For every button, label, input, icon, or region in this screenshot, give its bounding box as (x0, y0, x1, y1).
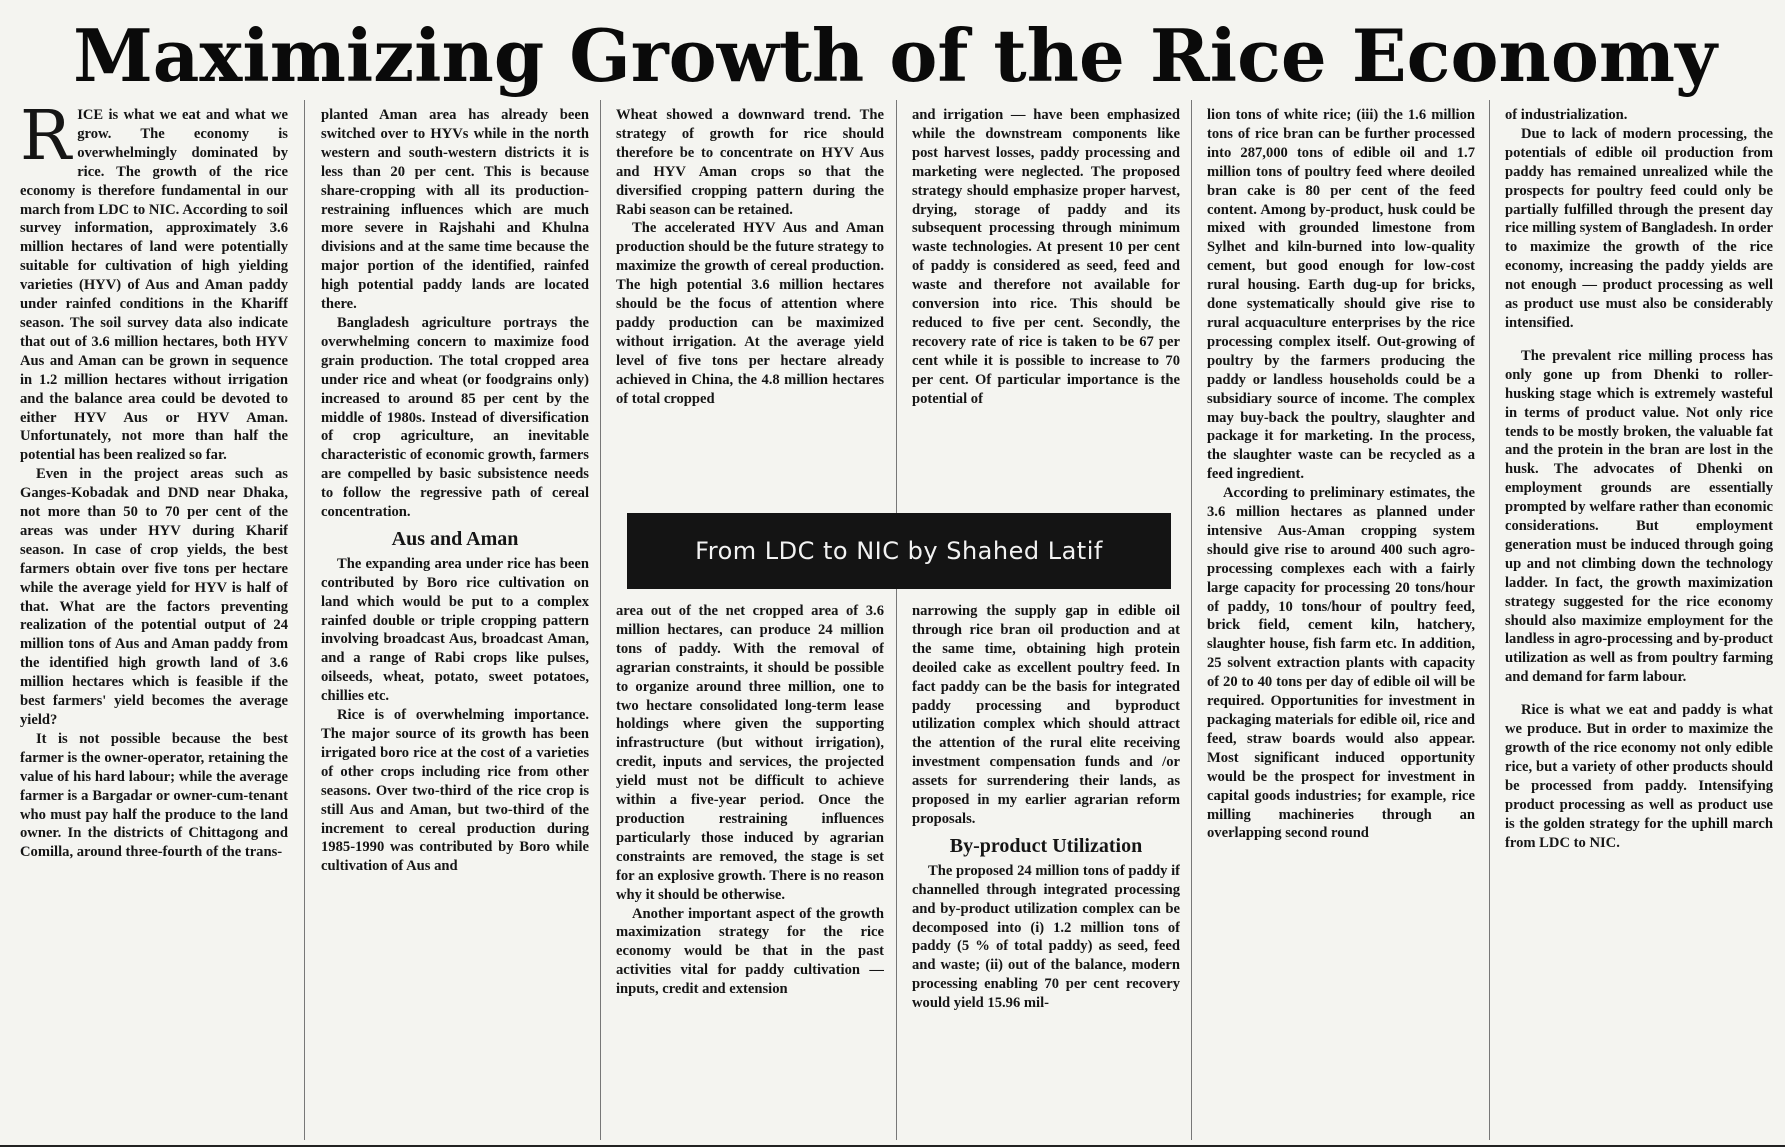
article-column-3-lower (616, 602, 884, 1140)
paragraph: narrowing the supply gap in edible oil through rice bran oil production and at the same time, obtaining high protein deoiled cake as excellent poultry feed. In fact paddy can be the basis for integrated paddy processing and byproduct utilization complex which should attract the attention of the rural elite receiving investment compensation funds and /or assets for surrendering their lands, as proposed in my earlier agrarian reform proposals. (912, 603, 1180, 827)
article-headline: Maximizing Growth of the Rice Economy (73, 13, 1717, 98)
paragraph: planted Aman area has already been switched over to HYVs while in the north western and south-western districts it is less than 20 per cent. This is because share-cropping with all its production-restraining influences which are much more severe in Rajshahi and Khulna divisions and at the same time because the major portion of the identified, rainfed high potential paddy lands are located there. (321, 107, 589, 313)
paragraph: Even in the project areas such as Ganges-Kobadak and DND near Dhaka, not more than 50 to 70 per cent of the areas was under HYV during Kharif season. In case of crop yields, the best farmers obtain over five tons per hectare while the average yield for HYV is half of that. What are the factors preventing realization of the potential output of 24 million tons of Aus and Aman paddy from the identified high growth land of 3.6 million hectares which is feasible if the best farmers' yield becomes the average yield? (20, 466, 288, 728)
section-subheading: Aus and Aman (391, 527, 519, 550)
paragraph: According to preliminary estimates, the 3.6 million hectares as planned under intensive Aus-Aman cropping system should give rise to around 400 such agro-processing complexes each with a fairly large capacity for processing 20 tons/hour of paddy, 10 tons/hour of poultry feed, brick field, cement kiln, hatchery, slaughter house, fish farm etc. In addition, 25 solvent extraction plants with capacity of 20 to 40 tons per day of edible oil will be required. Opportunities for investment in packaging materials for edible oil, rice and feed, straw boards would also appear. Most significant induced opportunity would be the prospect for investment in capital goods industries; for example, rice milling machineries through an overlapping second round (1207, 485, 1475, 842)
article-column-3-upper (616, 106, 884, 508)
paragraph: Rice is what we eat and paddy is what we produce. But in order to maximize the growth of the rice economy not only edible rice, but a variety of other products should be processed from paddy. Intensifying product processing as well as product use is the golden strategy for the uphill march from LDC to NIC. (1505, 702, 1773, 851)
paragraph: of industrialization. (1505, 107, 1628, 123)
paragraph: Due to lack of modern processing, the potentials of edible oil production from paddy has remained unrealized while the prospects for poultry feed could only be partially fulfilled through the present day rice milling system of Bangladesh. In order to maximize the growth of the rice economy, increasing the paddy yields are not enough — product processing as well as product use must also be considerably intensified. (1505, 125, 1773, 331)
article-column-2 (321, 106, 589, 1140)
drop-cap: R (20, 106, 72, 176)
paragraph: Another important aspect of the growth maximization strategy for the rice economy would be that in the past activities vital for paddy cultivation — inputs, credit and extension (616, 905, 884, 998)
paragraph: The expanding area under rice has been contributed by Boro rice cultivation on land which would be put to a complex rainfed double or triple cropping pattern involving broadcast Aus, broadcast Aman, and a range of Rabi crops like pulses, oilseeds, wheat, potato, sweet potatoes, chillies etc. (321, 555, 589, 705)
article-column-6 (1505, 106, 1773, 1140)
paragraph: area out of the net cropped area of 3.6 million hectares, can produce 24 million tons of paddy. With the removal of agrarian constraints, it should be possible to organize around three million, one to two hectare consolidated long-term lease holdings where given the supporting infrastructure (but without irrigation), credit, inputs and services, the projected yield must not be difficult to achieve within a five-year period. Once the production restraining influences particularly those induced by agrarian constraints are removed, the stage is set for an explosive growth. There is no reason why it should be otherwise. (616, 603, 884, 903)
paragraph-text: ICE is what we eat and what we grow. The economy is overwhelmingly dominated by rice. The growth of the rice economy is therefore fundamental in our march from LDC to NIC. According to soil survey information, approximately 3.6 million hectares of land were potentially suitable for cultivation of high yielding varieties (HYV) of Aus and Aman paddy under rainfed conditions in the Khariff season. The soil survey data also indicate that out of 3.6 million hectares, both HYV Aus and Aman can be grown in sequence in 1.2 million hectares without irrigation and the balance area could be devoted to either HYV Aus or HYV Aman. Unfortunately, not more than half the potential has been realized so far. (20, 107, 288, 464)
paragraph: and irrigation — have been emphasized while the downstream components like post harvest losses, paddy processing and marketing were neglected. The proposed strategy should emphasize proper harvest, drying, storage of paddy and its subsequent processing through minimum waste technologies. At present 10 per cent of paddy is considered as seed, feed and waste and therefore not available for conversion into rice. This should be reduced to five per cent. Secondly, the recovery rate of rice is taken to be 67 per cent while it is possible to increase to 70 per cent. Of particular importance is the potential of (912, 107, 1180, 407)
article-column-5 (1207, 106, 1475, 1140)
paragraph: The prevalent rice milling process has only gone up from Dhenki to roller-husking stage which is extremely wasteful in terms of product value. Not only rice tends to be mostly broken, the valuable fat and the protein in the bran are lost in the husk. The advocates of Dhenki on employment grounds are essentially prompted by welfare rather than economic considerations. But employment generation must be induced through going up and not climbing down the technology ladder. In fact, the growth maximization strategy suggested for the rice economy should also maximize employment for the landless in agro-processing and by-product utilization as well as from poultry farming and demand for farm labour. (1505, 347, 1773, 686)
paragraph: lion tons of white rice; (iii) the 1.6 million tons of rice bran can be further processed into 287,000 tons of edible oil and 1.7 million tons of poultry feed where deoiled bran cake is 80 per cent of the feed content. Among by-product, husk could be mixed with grounded limestone from Sylhet and kiln-burned into low-quality cement, but good enough for low-cost rural housing. Earth dug-up for bricks, done systematically should give rise to rural acquaculture enterprises by the rice processing complex itself. Out-growing of poultry by the farmers producing the paddy or landless households could be a subsidiary source of income. The complex may buy-back the poultry, slaughter and package it for marketing. In the process, the slaughter waste can be recycled as a feed ingredient. (1207, 107, 1475, 483)
byline-banner: From LDC to NIC by Shahed Latif (627, 513, 1171, 589)
article-column-4-upper (912, 106, 1180, 508)
paragraph-gap (1505, 333, 1773, 347)
paragraph: Wheat showed a downward trend. The strategy of growth for rice should therefore be to concentrate on HYV Aus and HYV Aman crops so that the diversified cropping pattern during the Rabi season can be retained. (616, 107, 884, 218)
paragraph: The accelerated HYV Aus and Aman production should be the future strategy to maximize the growth of cereal production. The high potential 3.6 million hectares should be the focus of attention where paddy production can be maximized without irrigation. At the average yield level of five tons per hectare already achieved in China, the 4.8 million hectares of total cropped (616, 220, 884, 407)
paragraph (20, 106, 288, 465)
paragraph: Bangladesh agriculture portrays the overwhelming concern to maximize food grain production. The total cropped area under rice and wheat (or foodgrains only) increased to around 85 per cent by the middle of 1980s. Instead of diversification of crop agriculture, an inevitable characteristic of economic growth, farmers are compelled by basic subsistence needs to follow the regressive path of cereal concentration. (321, 314, 589, 521)
paragraph: The proposed 24 million tons of paddy if channelled through integrated processing and by-product utilization complex can be decomposed into (i) 1.2 million tons of paddy (5 % of total paddy) as seed, feed and waste; (ii) out of the balance, modern processing enabling 70 per cent recovery would yield 15.96 mil- (912, 862, 1180, 1012)
article-column-4-lower (912, 602, 1180, 1140)
article-column-1 (20, 106, 288, 1140)
column-rule (600, 100, 601, 1140)
column-rule (1489, 100, 1490, 1140)
column-rule (304, 100, 305, 1140)
paragraph: It is not possible because the best farmer is the owner-operator, retaining the value of his hard labour; while the average farmer is a Bargadar or owner-cum-tenant who must pay half the produce to the land owner. In the districts of Chittagong and Comilla, around three-fourth of the trans- (20, 730, 288, 861)
column-rule (1191, 100, 1192, 1140)
paragraph: Rice is of overwhelming importance. The major source of its growth has been irrigated boro rice at the cost of a varieties of other crops including rice from other seasons. Over two-third of the rice crop is still Aus and Aman, but two-third of the increment to cereal production during 1985-1990 was contributed by Boro while cultivation of Aus and (321, 707, 589, 875)
section-subheading: By-product Utilization (949, 834, 1143, 857)
column-rule (896, 100, 897, 1140)
paragraph-gap (1505, 687, 1773, 701)
